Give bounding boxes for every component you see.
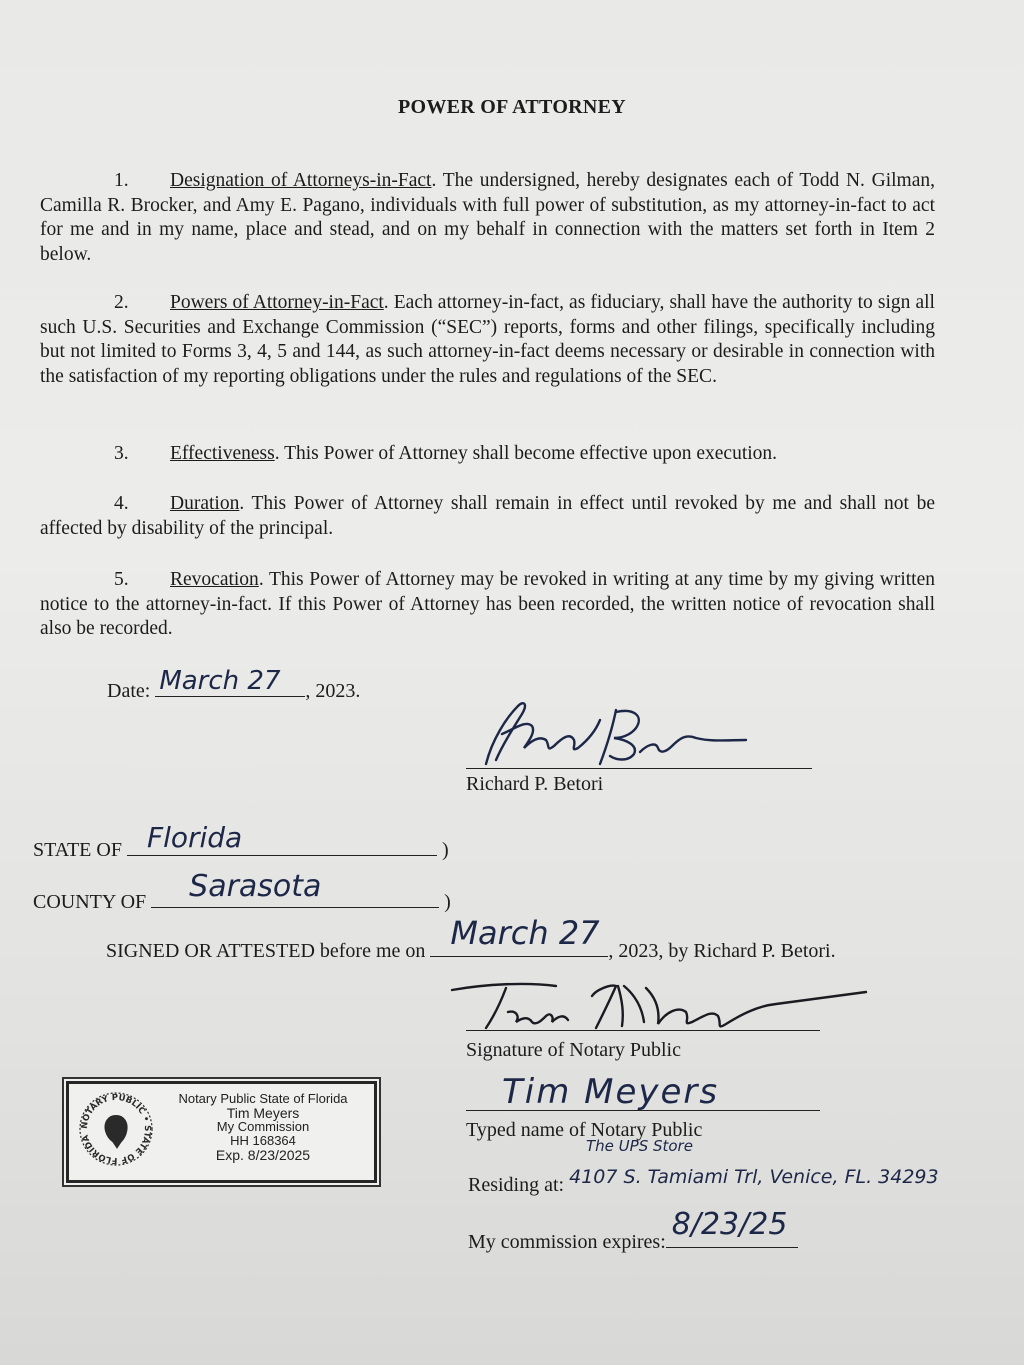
- notary-stamp: [66, 1081, 377, 1183]
- document-title: POWER OF ATTORNEY: [397, 96, 627, 118]
- state-paren: ): [441, 839, 449, 861]
- attest-suffix: , 2023, by Richard P. Betori.: [608, 940, 836, 962]
- stamp-line-2: Tim Meyers: [226, 1105, 300, 1121]
- section-designation: [40, 169, 935, 267]
- notary-seal-icon: [77, 1090, 155, 1168]
- section-number: 1.: [114, 170, 129, 191]
- expires-handwritten: 8/23/25: [671, 1207, 788, 1242]
- state-handwritten: Florida: [146, 821, 243, 854]
- expires-field: [666, 1207, 798, 1248]
- county-label: COUNTY OF: [33, 891, 147, 913]
- expires-label: My commission expires:: [468, 1231, 666, 1253]
- county-line: [33, 869, 451, 914]
- state-label: STATE OF: [33, 839, 122, 861]
- section-heading: Designation of Attorneys-in-Fact: [170, 170, 432, 191]
- date-label: Date:: [107, 680, 151, 702]
- date-line: [107, 666, 361, 703]
- section-text: . This Power of Attorney shall become effective upon execution.: [274, 443, 778, 464]
- section-heading: Powers of Attorney-in-Fact: [170, 292, 384, 313]
- stamp-line-1: Notary Public State of Florida: [178, 1091, 348, 1106]
- residing-label: Residing at:: [468, 1174, 565, 1196]
- section-number: 2.: [114, 292, 129, 313]
- typed-name-handwritten: Tim Meyers: [502, 1072, 720, 1112]
- stamp-line-4: HH 168364: [230, 1133, 296, 1148]
- principal-name: Richard P. Betori: [466, 773, 604, 795]
- seal-text: NOTARY PUBLIC • STATE OF FLORIDA: [79, 1092, 153, 1166]
- county-paren: ): [444, 891, 451, 913]
- section-revocation: [40, 568, 935, 642]
- section-text: . This Power of Attorney shall remain in effect until revoked by me and shall not be affected by disability of the principal.: [40, 493, 935, 539]
- date-field: [155, 666, 305, 697]
- section-text: . This Power of Attorney may be revoked in writing at any time by my giving written notice to the attorney-in-fact. If this Power of Attorney has been recorded, the written notice of revocation shall also be recorded.: [40, 569, 935, 639]
- section-effectiveness: [40, 442, 935, 467]
- attest-prefix: SIGNED OR ATTESTED before me on: [106, 940, 426, 962]
- section-heading: Duration: [170, 493, 240, 514]
- expires-line: [468, 1207, 798, 1254]
- notary-signature: [446, 976, 876, 1036]
- residing-handwritten: 4107 S. Tamiami Trl, Venice, FL. 34293: [569, 1166, 939, 1188]
- county-handwritten: Sarasota: [189, 869, 322, 904]
- section-heading: Revocation: [170, 569, 259, 590]
- county-field: [151, 869, 439, 908]
- date-handwritten: March 27: [159, 666, 281, 696]
- section-number: 3.: [114, 443, 129, 464]
- typed-name-line: [466, 1074, 820, 1111]
- section-number: 5.: [114, 569, 129, 590]
- stamp-line-5: Exp. 8/23/2025: [215, 1147, 311, 1163]
- state-line: [33, 821, 449, 862]
- section-text: . The undersigned, hereby designates each of Todd N. Gilman, Camilla R. Brocker, and Amy E. Pagano, individuals with full power of substitution, as my attorney-in-fact to act for me and in my name, place and stead, and on my behalf in connection with the matters set forth in Item 2 below.: [40, 170, 935, 265]
- attest-date-field: [430, 914, 608, 957]
- residing-line: [468, 1166, 939, 1197]
- section-text: . Each attorney-in-fact, as fiduciary, shall have the authority to sign all such U.S. Securities and Exchange Commission (“SEC”) reports, forms and other filings, specifically including but not limited to Forms 3, 4, 5 and 144, as such attorney-in-fact deems necessary or desirable in connection with the satisfaction of my reporting obligations under the rules and regulations of the SEC.: [40, 292, 935, 387]
- stamp-line-3: My Commission: [216, 1119, 310, 1134]
- state-field: [127, 821, 437, 856]
- section-duration: [40, 492, 935, 541]
- attest-date-handwritten: March 27: [450, 914, 600, 952]
- notary-signature-line: [466, 982, 820, 1031]
- typed-name-label: Typed name of Notary Public: [466, 1119, 703, 1141]
- principal-signature: [466, 690, 812, 768]
- section-heading: Effectiveness: [170, 443, 275, 464]
- principal-signature-line: [466, 690, 812, 769]
- business-handwritten: The UPS Store: [586, 1137, 693, 1155]
- date-suffix: , 2023.: [305, 680, 361, 702]
- attest-line: [106, 914, 836, 963]
- stamp-text: [153, 1092, 373, 1162]
- notary-signature-label: Signature of Notary Public: [466, 1039, 681, 1061]
- section-number: 4.: [114, 493, 129, 514]
- section-powers: [40, 291, 935, 389]
